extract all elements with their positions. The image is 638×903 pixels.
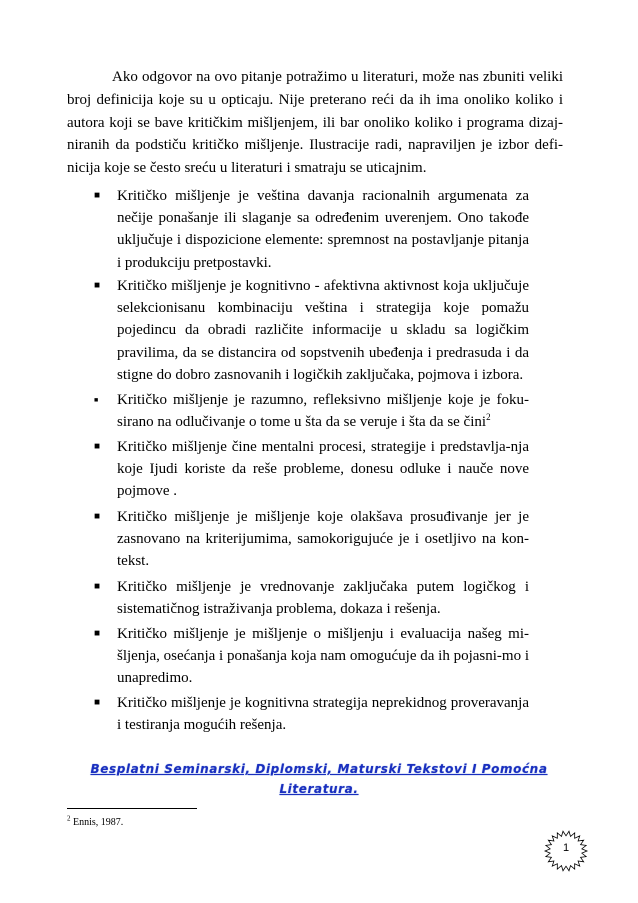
list-item bbox=[94, 692, 529, 736]
square-bullet-icon: ■ bbox=[94, 511, 101, 522]
list-item-text: Kritičko mišljenje je vrednovanje zaključaka putem logičkog i sistematičnog istraživanja problema, dokaza i rešenja. bbox=[117, 579, 529, 618]
footnote-divider bbox=[67, 808, 197, 809]
square-bullet-icon: ■ bbox=[94, 441, 101, 452]
list-item-text: Kritičko mišljenje čine mentalni procesi, strategije i predstavlja-nja koje Ijudi koriste da reše probleme, donesu odluke i nauče nove pojmove . bbox=[117, 439, 529, 500]
square-bullet-icon: ■ bbox=[94, 581, 101, 592]
square-bullet-icon: ■ bbox=[94, 396, 99, 404]
footnote-text: Ennis, 1987. bbox=[73, 817, 124, 828]
list-item bbox=[94, 506, 529, 573]
list-item bbox=[94, 389, 529, 433]
promo-link-line-2[interactable]: Literatura. bbox=[279, 782, 359, 796]
list-item bbox=[94, 623, 529, 690]
list-item-text: Kritičko mišljenje je veština davanja racionalnih argumenata za nečije ponašanje ili slaganje sa određenim uverenjem. Ono takođe uključuje i dispozicione elemente: spremnost na postavljanje pitanja i produkciju pretpostavki. bbox=[117, 188, 529, 271]
promo-link[interactable] bbox=[66, 759, 572, 799]
list-item bbox=[94, 436, 529, 503]
footnote bbox=[67, 814, 124, 828]
footnote-number: 2 bbox=[67, 814, 71, 823]
page-number: 1 bbox=[562, 842, 570, 854]
list-item bbox=[94, 576, 529, 620]
list-item-text: Kritičko mišljenje je razumno, refleksivno mišljenje koje je foku-sirano na odlučivanje o tome u šta da se veruje i šta da se čini bbox=[117, 392, 529, 431]
footnote-reference[interactable]: 2 bbox=[486, 412, 491, 423]
list-item-text: Kritičko mišljenje je kognitivno - afektivna aktivnost koja uključuje selekcionisanu kombinaciju veština i strategija koje pomažu pojedincu da obradi različite informacije u skladu sa logičkim pravilima, da se distancira od sopstvenih ubeđenja i predrasuda i da stigne do dobro zasnovanih i logičkih zaključaka, pojmova i izbora. bbox=[117, 278, 529, 383]
list-item-text: Kritičko mišljenje je mišljenje o mišljenju i evaluacija našeg mi-šljenja, osećanja i ponašanja koja nam omogućuje da ih pojasni-mo i unapredimo. bbox=[117, 626, 529, 687]
square-bullet-icon: ■ bbox=[94, 697, 101, 708]
list-item-text: Kritičko mišljenje je mišljenje koje olakšava prosuđivanje jer je zasnovano na kriterijumima, samokorigujuće je i osetljivo na kon-tekst. bbox=[117, 509, 529, 570]
intro-paragraph: Ako odgovor na ovo pitanje potražimo u literaturi, može nas zbuniti veliki broj definicija koje su u opticaju. Nije preterano reći da ih ima onoliko koliko i autora koji se bave kritičkim mišljenjem, ili bar onoliko koliko i programa dizaj-niranih da podstiču kritičko mišljenje. Ilustracije radi, napraviljen je izbor defi-nicija koje se često sreću u literaturi i smatraju se uticajnim. bbox=[67, 69, 563, 177]
square-bullet-icon: ■ bbox=[94, 628, 101, 639]
square-bullet-icon: ■ bbox=[94, 280, 101, 291]
list-item bbox=[94, 185, 529, 274]
square-bullet-icon: ■ bbox=[94, 190, 101, 201]
list-item bbox=[94, 275, 529, 386]
promo-link-line-1[interactable]: Besplatni Seminarski, Diplomski, Maturski Tekstovi I Pomoćna bbox=[90, 762, 548, 776]
list-item-text: Kritičko mišljenje je kognitivna strategija neprekidnog proveravanja i testiranja mogućih rešenja. bbox=[117, 695, 529, 734]
